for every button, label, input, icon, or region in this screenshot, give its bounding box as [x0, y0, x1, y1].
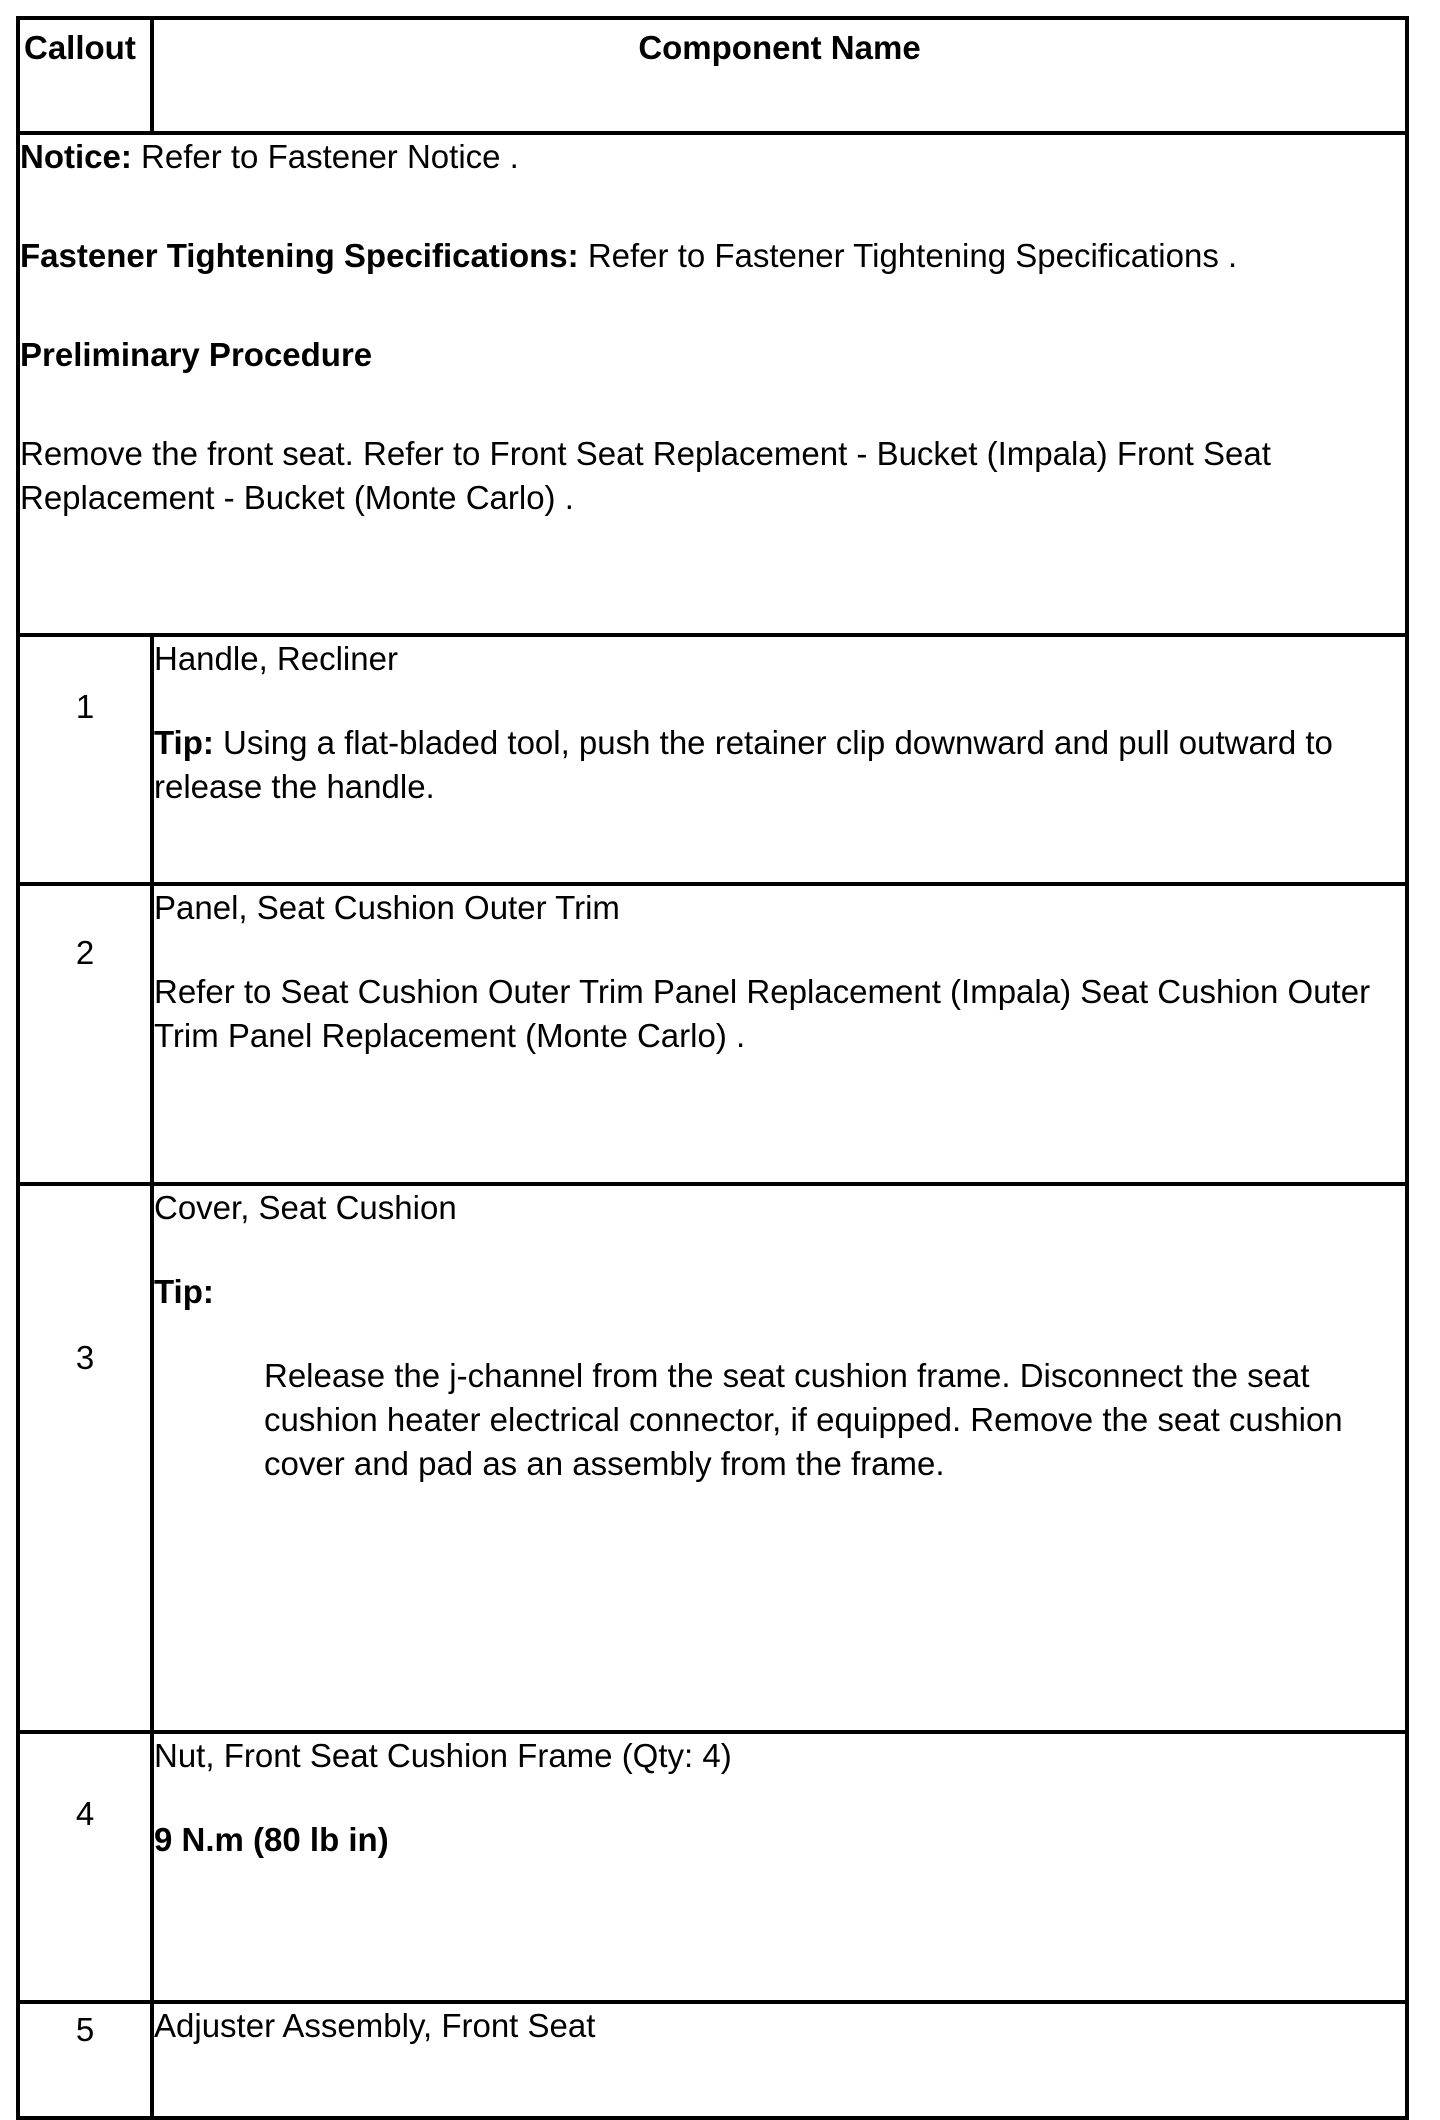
fastener-spec-label: Fastener Tightening Specifications:	[20, 237, 579, 274]
tip-label: Tip:	[154, 724, 214, 761]
component-cell	[152, 1732, 1407, 2002]
component-name: Cover, Seat Cushion	[154, 1189, 457, 1226]
callout-number: 1	[18, 635, 152, 884]
table-row	[18, 635, 1407, 884]
table-row	[18, 884, 1407, 1184]
notice-label: Notice:	[20, 138, 132, 175]
table-row	[18, 1184, 1407, 1732]
table-row	[18, 2002, 1407, 2118]
reference-text: Refer to Seat Cushion Outer Trim Panel Replacement (Impala) Seat Cushion Outer Trim Panel Replacement (Monte Carlo) .	[154, 973, 1371, 1054]
tip-text: Using a flat-bladed tool, push the retainer clip downward and pull outward to release the handle.	[154, 724, 1333, 805]
table-header-row	[18, 18, 1407, 133]
torque-spec: 9 N.m (80 lb in)	[154, 1821, 389, 1858]
tip-label: Tip:	[154, 1273, 214, 1310]
component-name: Handle, Recliner	[154, 640, 398, 677]
component-cell	[152, 1184, 1407, 1732]
preliminary-text: Remove the front seat. Refer to Front Seat Replacement - Bucket (Impala) Front Seat Replacement - Bucket (Monte Carlo) .	[20, 435, 1271, 516]
preliminary-heading: Preliminary Procedure	[20, 336, 373, 373]
component-cell	[152, 884, 1407, 1184]
callout-column-header: Callout	[18, 18, 152, 133]
component-cell	[152, 635, 1407, 884]
notice-row	[18, 133, 1407, 635]
fastener-spec-text: Refer to Fastener Tightening Specifications .	[578, 237, 1238, 274]
component-name: Nut, Front Seat Cushion Frame (Qty: 4)	[154, 1737, 732, 1774]
callout-number: 5	[18, 2002, 152, 2118]
callout-number: 4	[18, 1732, 152, 2002]
tip-text: Release the j-channel from the seat cushion frame. Disconnect the seat cushion heater electrical connector, if equipped. Remove the seat cushion cover and pad as an assembly from the frame.	[264, 1357, 1343, 1482]
component-name: Panel, Seat Cushion Outer Trim	[154, 889, 620, 926]
table-row	[18, 1732, 1407, 2002]
component-name: Adjuster Assembly, Front Seat	[154, 2007, 596, 2044]
tip-line	[154, 721, 1405, 809]
callout-number: 2	[18, 884, 152, 1184]
notice-line	[20, 135, 1405, 179]
fastener-spec-line	[20, 234, 1405, 278]
notice-text: Refer to Fastener Notice .	[131, 138, 519, 175]
component-table	[16, 16, 1409, 2120]
callout-number: 3	[18, 1184, 152, 1732]
notice-cell	[18, 133, 1407, 635]
component-name-column-header: Component Name	[152, 18, 1407, 133]
component-cell	[152, 2002, 1407, 2118]
